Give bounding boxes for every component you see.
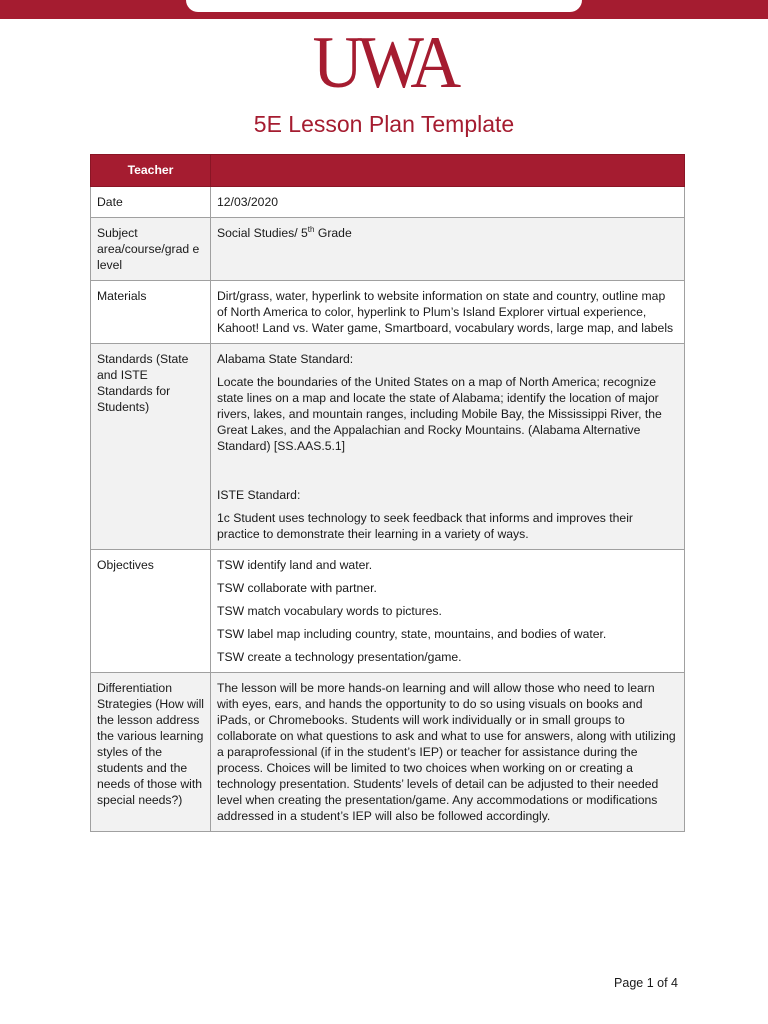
subject-value-text: Social Studies/ 5 (217, 226, 308, 240)
state-standard-text: Locate the boundaries of the United States on a map of North America; recognize state lines on a map and locate the state of Alabama; identify the location of major rivers, lakes, and mountain ranges, including Mobile Bay, the Mississippi River, the Great Lakes, and the Appalachian and Rocky Mountains. (Alabama Alternative Standard) [SS.AAS.5.1] (217, 375, 662, 453)
objective-item: TSW identify land and water. (217, 558, 373, 572)
table-row-date (91, 187, 685, 218)
table-row-differentiation (91, 673, 685, 832)
objective-item: TSW collaborate with partner. (217, 581, 377, 595)
table-row-subject (91, 218, 685, 281)
spacer (217, 461, 678, 487)
differentiation-value: The lesson will be more hands-on learning and will allow those who need to learn with eyes, ears, and hands the opportunity to do so using visuals on books and iPads, or Chromebooks. Students will work individually or in small groups to collaborate on what questions to ask and what to use for answers, along with utilizing a paraprofessional (if in the student’s IEP) or teacher for assistance during the process. Choices will be limited to two choices when working on or creating a technology presentation. Students’ levels of detail can be adjusted to their needed level when creating the presentation/game. Any accommodations or modifications addressed in a student’s IEP will also be followed accordingly. (211, 673, 685, 832)
objective-item: TSW label map including country, state, mountains, and bodies of water. (217, 627, 607, 641)
state-standard-heading: Alabama State Standard: (217, 352, 354, 366)
materials-label: Materials (91, 281, 211, 344)
lesson-plan-table (90, 154, 685, 832)
page-number: Page 1 of 4 (614, 976, 678, 990)
objectives-label: Objectives (91, 550, 211, 673)
table-header-row (91, 155, 685, 187)
header-tab (186, 0, 582, 12)
page-title: 5E Lesson Plan Template (253, 111, 515, 137)
standards-label: Standards (State and ISTE Standards for Students) (91, 344, 211, 550)
table-row-standards (91, 344, 685, 550)
objectives-value (211, 550, 685, 673)
iste-standard-text: 1c Student uses technology to seek feedback that informs and improves their practice to demonstrate their learning in a variety of ways. (217, 511, 633, 541)
table-row-materials (91, 281, 685, 344)
materials-value: Dirt/grass, water, hyperlink to website information on state and country, outline map of North America to color, hyperlink to Plum’s Island Explorer virtual experience, Kahoot! Land vs. Water game, Smartboard, vocabulary words, large map, and labels (211, 281, 685, 344)
subject-value-suffix: Grade (314, 226, 352, 240)
subject-value-sup: th (307, 224, 315, 234)
objective-item: TSW create a technology presentation/game. (217, 650, 462, 664)
date-label: Date (91, 187, 211, 218)
subject-value (211, 218, 685, 281)
differentiation-label: Differentiation Strategies (How will the lesson address the various learning styles of the students and the needs of those with special needs?) (91, 673, 211, 832)
teacher-label: Teacher (91, 155, 211, 187)
date-value: 12/03/2020 (211, 187, 685, 218)
uwa-logo: UWA (312, 22, 456, 104)
table-row-objectives (91, 550, 685, 673)
standards-value (211, 344, 685, 550)
objective-item: TSW match vocabulary words to pictures. (217, 604, 442, 618)
teacher-value (211, 155, 685, 187)
subject-label: Subject area/course/grad e level (91, 218, 211, 281)
iste-standard-heading: ISTE Standard: (217, 488, 301, 502)
